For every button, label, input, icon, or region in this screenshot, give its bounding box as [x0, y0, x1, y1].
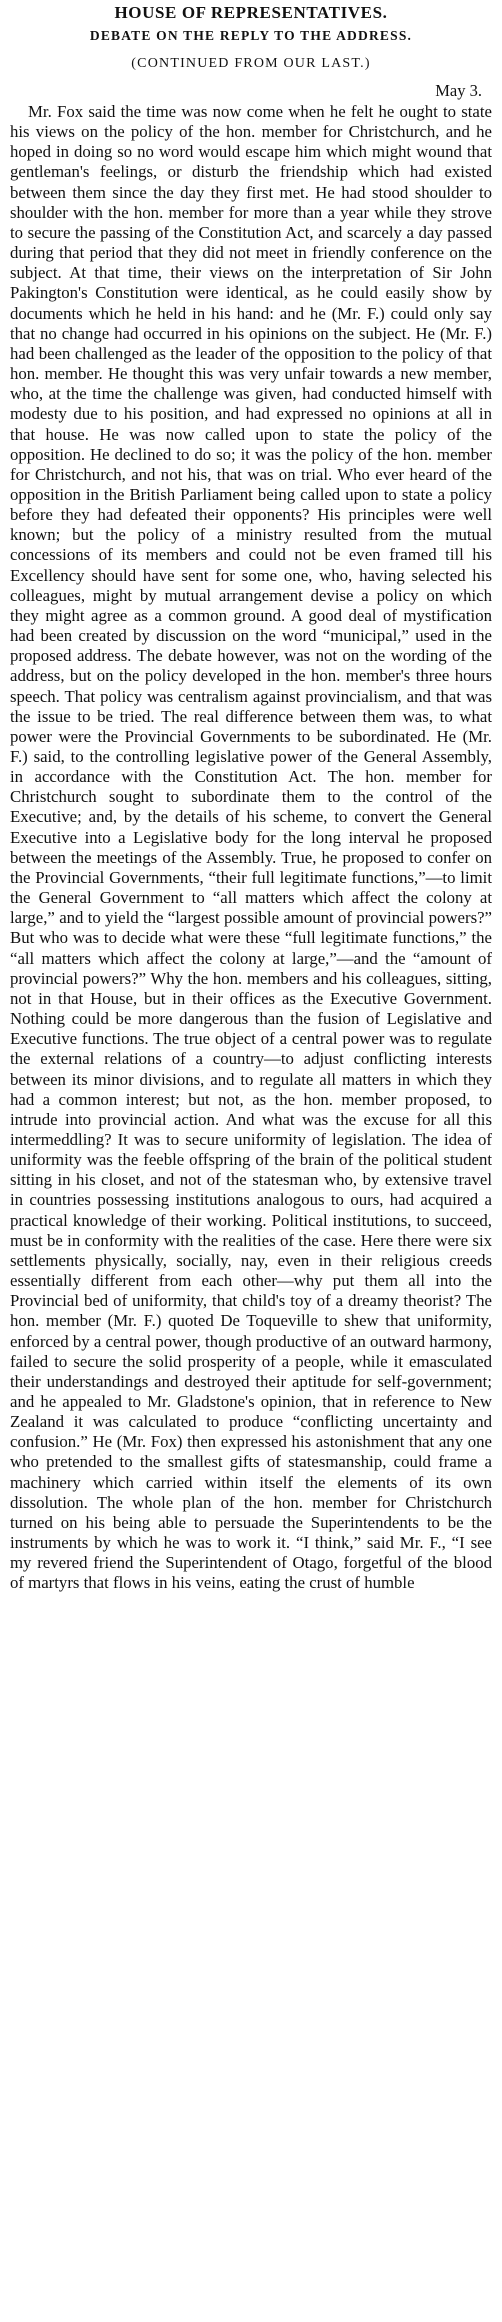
article-body: Mr. Fox said the time was now come when he felt he ought to state his views on the policy of the hon. member for Christchurch, and he hoped in doing so no word would escape him which might wound that gentleman's feelings, or disturb the friendship which had existed between them since the day they first met. He had stood shoulder to shoulder with the hon. member for more than a year while they strove to secure the passing of the Constitution Act, and scarcely a day passed during that period that they did not meet in friendly conference on the subject. At that time, their views on the interpretation of Sir John Pakington's Constitution were identical, as he could easily show by documents which he held in his hand: and he (Mr. F.) could only say that no change had occurred in his opinions on the subject. He (Mr. F.) had been challenged as the leader of the opposition to the policy of that hon. member. He thought this was very unfair towards a new member, who, at the time the challenge was given, had conducted himself with modesty due to his position, and had expressed no opinions at all in that house. He was now called upon to state the policy of the opposition. He declined to do so; it was the policy of the hon. member for Christchurch, and not his, that was on trial. Who ever heard of the opposition in the British Parliament being called upon to state a policy before they had defeated their opponents? His principles were well known; but the policy of a ministry resulted from the mutual concessions of its members and could not be even framed till his Excellency should have sent for some one, who, having selected his colleagues, might by mutual arrangement devise a policy on which they might agree as a common ground. A good deal of mystification had been created by discussion on the word “municipal,” used in the proposed address. The debate however, was not on the wording of the address, but on the policy developed in the hon. member's three hours speech. That policy was centralism against provincialism, and that was the issue to be tried. The real difference between them was, to what power were the Provincial Governments to be subordinated. He (Mr. F.) said, to the controlling legislative power of the General Assembly, in accordance with the Constitution Act. The hon. member for Christchurch sought to subordinate them to the control of the Executive; and, by the details of his scheme, to convert the General Executive into a Legislative body for the long interval he proposed between the meetings of the Assembly. True, he proposed to confer on the Provincial Governments, “their full legitimate functions,”—to limit the General Government to “all matters which affect the colony at large,” and to yield the “largest possible amount of provincial powers?” But who was to decide what were these “full legitimate functions,” the “all matters which affect the colony at large,”—and the “amount of provincial powers?” Why the hon. members and his colleagues, sitting, not in that House, but in their offices as the Executive Government. Nothing could be more dangerous than the fusion of Legislative and Executive functions. The true object of a central power was to regulate the external relations of a country—to adjust conflicting interests between its minor divisions, and to regulate all matters in which they had a common interest; but not, as the hon. member proposed, to intrude into provincial action. And what was the excuse for all this intermeddling? It was to secure uniformity of legislation. The idea of uniformity was the feeble offspring of the brain of the political student sitting in his closet, and not of the statesman who, by extensive travel in countries possessing institutions analogous to ours, had acquired a practical knowledge of their working. Political institutions, to succeed, must be in conformity with the realities of the case. Here there were six settlements physically, socially, nay, even in their religious creeds essentially different from each other—why put them all into the Provincial bed of uniformity, that child's toy of a dreamy theorist? The hon. member (Mr. F.) quoted De Toqueville to shew that uniformity, enforced by a central power, though productive of an outward harmony, failed to secure the solid prosperity of a people, while it emasculated their understandings and destroyed their aptitude for self-government; and he appealed to Mr. Gladstone's opinion, that in reference to New Zealand it was calculated to produce “conflicting uncertainty and confusion.” He (Mr. Fox) then expressed his astonishment that any one who pretended to the smallest gifts of statesmanship, could frame a machinery which carried within itself the elements of its own dissolution. The whole plan of the hon. member for Christchurch turned on his being able to persuade the Superintendents to be the instruments by which he was to work it. “I think,” said Mr. F., “I see my revered friend the Superintendent of Otago, forgetful of the blood of martyrs that flows in his veins, eating the crust of humble	[10, 102, 492, 1593]
continued-note: (CONTINUED FROM OUR LAST.)	[131, 56, 371, 71]
debate-subheading: DEBATE ON THE REPLY TO THE ADDRESS.	[89, 28, 413, 43]
section-heading: HOUSE OF REPRESENTATIVES.	[114, 3, 388, 22]
dateline: May 3.	[435, 81, 482, 100]
